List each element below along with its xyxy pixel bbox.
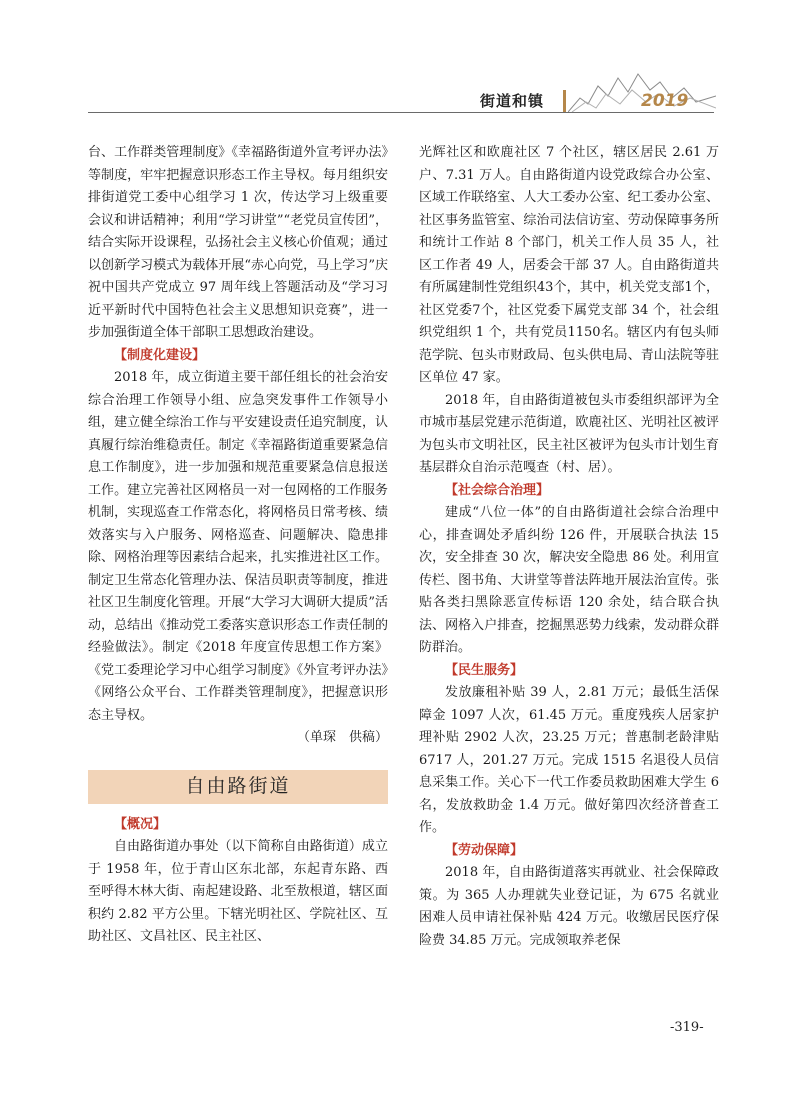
running-header-title: 街道和镇	[480, 92, 545, 110]
section-heading-minsheng: 【民生服务】	[445, 662, 524, 678]
header-rule	[88, 112, 714, 113]
chapter-banner: 自由路街道	[88, 770, 388, 804]
header-divider-bar	[563, 90, 566, 112]
paragraph-shehui: 建成“八位一体”的自由路街道社会综合治理中心，排查调处矛盾纠纷 126 件，开展联合执法 15 次，安全排查 30 次，解决安全隐患 86 处。利用宣传栏、图书角、大讲堂等普法阵地开展法治宣传。张贴各类扫黑除恶宣传标语 120 余处，结合联合执法、网格入户排查，挖掘黑恶势力线索，发动群众群防群治。	[419, 505, 719, 655]
header-year: 2019	[641, 91, 689, 111]
page-header	[0, 0, 804, 120]
right-column	[419, 142, 719, 952]
section-heading-shehui: 【社会综合治理】	[445, 482, 550, 498]
author-signature: （单琛 供稿）	[296, 730, 388, 745]
page-number: -319-	[670, 1020, 704, 1035]
paragraph-zhidu: 2018 年，成立街道主要干部任组长的社会治安综合治理工作领导小组、应急突发事件工作领导小组，建立健全综治工作与平安建设责任追究制度，认真履行综治维稳责任。制定《幸福路街道重要紧急信息工作制度》，进一步加强和规范重要紧急信息报送工作。建立完善社区网格员一对一包网格的工作服务机制，实现巡查工作常态化，将网格员日常考核、绩效落实与入户服务、网格巡查、问题解决、隐患排除、网格治理等因素结合起来，扎实推进社区工作。制定卫生常态化管理办法、保洁员职责等制度，推进社区卫生制度化管理。开展“大学习大调研大提质”活动，总结出《推动党工委落实意识形态工作责任制的经验做法》。制定《2018 年度宣传思想工作方案》《党工委理论学习中心组学习制度》《外宣考评办法》《网络公众平台、工作群类管理制度》，把握意识形态主导权。	[88, 370, 388, 723]
section-heading-zhidu: 【制度化建设】	[114, 347, 206, 363]
left-column	[88, 142, 388, 949]
paragraph-minsheng: 发放廉租补贴 39 人，2.81 万元；最低生活保障金 1097 人次，61.45 万元。重度残疾人居家护理补贴 2902 人次，23.25 万元；普惠制老龄津贴 6717 人，201.27 万元。完成 1515 名退役人员信息采集工作。关心下一代工作委员救助困难大学生 6 名，发放救助金 1.4 万元。做好第四次经济普查工作。	[419, 685, 719, 835]
paragraph-2018: 2018 年，自由路街道被包头市委组织部评为全市城市基层党建示范街道，欧鹿社区、光明社区被评为包头市文明社区，民主社区被评为包头市计划生育基层群众自治示范嘎查（村、居）。	[419, 392, 719, 475]
paragraph-gaikuang: 自由路街道办事处（以下简称自由路街道）成立于 1958 年，位于青山区东北部，东起青东路、西至呼得木林大街、南起建设路、北至敖根道，辖区面积约 2.82 平方公里。下辖光明社区、学院社区、互助社区、文昌社区、民主社区、	[88, 839, 388, 944]
section-heading-gaikuang: 【概况】	[114, 816, 167, 832]
paragraph-continued: 台、工作群类管理制度》《幸福路街道外宣考评办法》等制度，牢牢把握意识形态工作主导权。每月组织安排街道党工委中心组学习 1 次，传达学习上级重要会议和讲话精神；利用“学习讲堂”“老党员宣传团”，结合实际开设课程，弘扬社会主义核心价值观；通过以创新学习模式为载体开展“赤心向党，马上学习”庆祝中国共产党成立 97 周年线上答题活动及“学习习近平新时代中国特色社会主义思想知识竞赛”，进一步加强街道全体干部职工思想政治建设。	[88, 145, 388, 340]
paragraph-continued-right: 光辉社区和欧鹿社区 7 个社区，辖区居民 2.61 万户、7.31 万人。自由路街道内设党政综合办公室、区域工作联络室、人大工委办公室、纪工委办公室、社区事务监管室、综治司法信访室、劳动保障事务所和统计工作站 8 个部门，机关工作人员 35 人，社区工作者 49 人，居委会干部 37 人。自由路街道共有所属建制性党组织43个，其中，机关党支部1个，社区党委7个，社区党委下属党支部 34 个，社会组织党组织 1 个，共有党员1150名。辖区内有包头师范学院、包头市财政局、包头供电局、青山法院等驻区单位 47 家。	[419, 145, 719, 385]
paragraph-laodong: 2018 年，自由路街道落实再就业、社会保障政策。为 365 人办理就失业登记证，为 675 名就业困难人员申请社保补贴 424 万元。收缴居民医疗保险费 34.85 万元。完成领取养老保	[419, 865, 719, 948]
section-heading-laodong: 【劳动保障】	[445, 842, 524, 858]
